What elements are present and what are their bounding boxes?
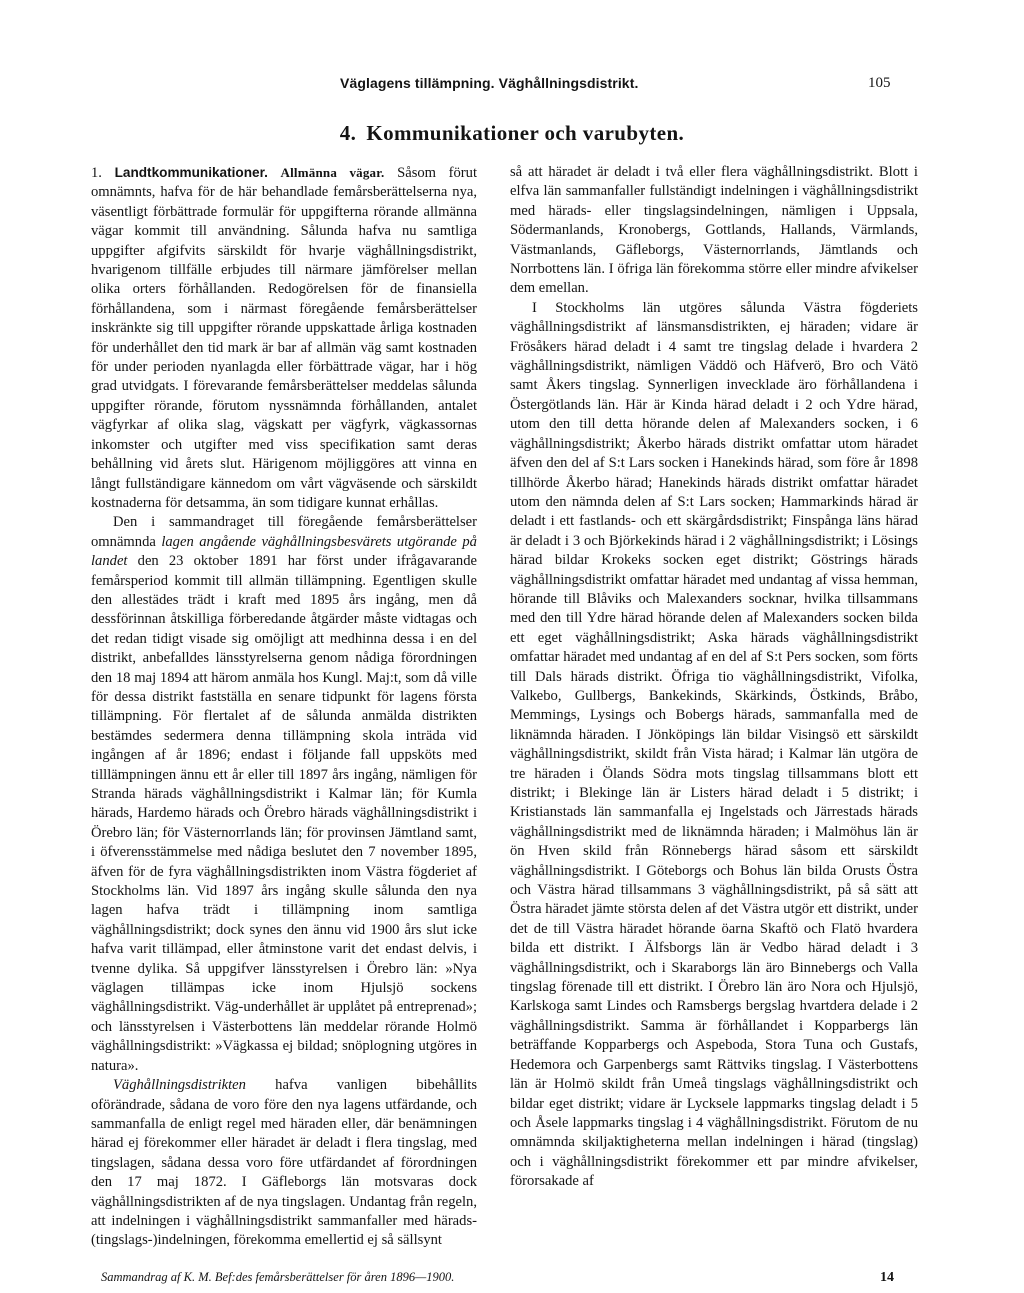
right-column [510,163,918,1192]
subsubsection-heading: Allmänna vägar. [280,165,385,180]
emphasized-term: Väghållningsdistrikten [113,1077,246,1094]
left-column [91,163,477,1251]
section-heading [0,121,1024,146]
page-number: 105 [868,75,891,91]
section-title: Kommunikationer och varubyten. [366,121,685,145]
section-number: 4. [339,121,357,145]
paragraph-text: den 23 oktober 1891 har först under ifrågavarande femårsperiod kommit till allmän tillämpning. Egentligen skulle den allestädes trädt i kraft med 1895 års ingång, men då dessförinnan åtskilliga förberedande åtgärder måste vidtagas och det redan tidigt visade sig omöjligt att medhinna dessa i en del distrikt, anbefalldes länsstyrelserna genom nådiga förordningen den 18 maj 1894 att härom anmäla hos Kungl. Maj:t, som då ville för dessa distrikt fastställa en senare tidpunkt för lagens första tillämpning. För flertalet af de sålunda anmälda distrikten bestämdes sedermera denna tillämpning skola inträda vid ingången af år 1896; endast i följande fall uppsköts med tilllämpningen ännu ett år eller till 1897 års ingång, nämligen för Stranda härads väghållningsdistrikt i Kalmar län; för Kumla härads, Hardemo härads och Örebro härads väghållningsdistrikt i Örebro län; för Västernorrlands län; för provinsen Jämtland samt, i öfverensstämmelse med nådiga beslutet den 7 november 1895, äfven för de fyra väghållningsdistrikten inom Västra fögderiet af Stockholms län. Vid 1897 års ingång skulle sålunda den nya lagen hafva trädt i tillämpning inom samtliga väghållningsdistrikt; dock synes den ännu vid 1900 års slut icke hafva varit tillämpad, eller åtminstone varit det endast delvis, i tvenne dylika. Så uppgifver länsstyrelsen i Örebro län: »Nya väglagen tillämpas icke inom Hjulsjö sockens väghållningsdistrikt. Väg-underhållet är upplåtet på entreprenad»; och länsstyrelsen i Västerbottens län meddelar rörande Holmö väghållningsdistrikt: »Vägkassa ej bildad; snöplogning utgöres in natura». [91,553,477,1074]
paragraph [91,1076,477,1251]
paragraph [91,163,477,513]
paragraph-text: Såsom förut omnämnts, hafva för de här behandlade femårsberättelserna nya, väsentligt förbättrade formulär för uppgifterna rörande allmänna vägar kommit till användning. Sålunda hafva nu samtliga uppgifter afgifvits särskildt för hvarje väghållningsdistrikt, hvarigenom tillfälle erbjudes till närmare jämförelser mellan olika orters förhållanden. Redogörelsen för de finansiella förhållandena, som i närmast föregående femårsberättelser inskränkte sig till uppgifter rörande uppskattade årliga kostnaden för underhållet den tid mark är bar af allmän väg samt kostnaden för under perioden nyanlagda eller förbättrade vägar, har i hög grad utvidgats. I förevarande femårsberättelser meddelas sålunda uppgifter rörande, förutom nyssnämnda förhållanden, antalet vägfyrkar af olika slag, vägskatt per vägfyrk, vägkassornas inkomster och utgifter med viss specifikation samt deras behållning vid årets slut. Härigenom möjliggöres att vinna en långt fullständigare kännedom om vårt vägväsende och särskildt kostnaderna för detsamma, än som tidigare kunnat erhållas. [91,165,478,511]
paragraph [91,513,477,1076]
subsection-number: 1. [91,165,102,181]
paragraph-text: hafva vanligen bibehållits oförändrade, sådana de voro före den nya lagens utfärdande, och sammanfalla de enligt regel med häraden eller, där benämningen härad ej förekommer eller häradet är deladt i flera tingslag, med tingslagen, sådana dessa voro före utfärdandet af förordningen den 17 maj 1872. I Gäfleborgs län motsvaras dock väghållningsdistrikten af de nya tingslagen. Undantag från regeln, att indelningen i väghållningsdistrikt sammanfaller med härads-(tingslags-)indelningen, förekomma emellertid ej så sällsynt [91,1077,477,1249]
running-title: Väglagens tillämpning. Väghållningsdistrikt. [340,75,639,91]
subsection-heading: Landtkommunikationer. [114,165,268,180]
paragraph: I Stockholms län utgöres sålunda Västra fögderiets väghållningsdistrikt af länsmansdistrikten, ej häraden; vidare är Frösåkers härad deladt i 4 samt tre tingslag delade i hvardera 2 väghållningsdistrikt, nämligen Väddö och Häfverö, Bro och Vätö samt Åkers tingslag. Synnerligen invecklade äro förhållandena i Östergötlands län. Här är Kinda härad deladt i 2 och Ydre härad, utom den till detta hörande delen af Malexanders socken, i 6 väghållningsdistrikt; Åkerbo härads distrikt omfattar utom häradet äfven den del af S:t Lars socken i Hanekinds härad, som före år 1898 tillhörde Åkerbo härad; Hanekinds härads distrikt omfattar häradet utom den nämnda delen af S:t Lars socken; Hammarkinds härad är deladt i ett fastlands- och ett skärgårdsdistrikt; Finspånga läns härad är deladt i 3 och Björkekinds härad i 2 väghållningsdistrikt; i Lösings härad bildar Krokeks socken eget distrikt; Göstrings härads väghållningsdistrikt omfattar häradet med undantag af vissa hemman, hörande till Blåviks och Malexanders socknar, hvilka tillsammans med den till Ydre härad hörande delen af Malexanders socken bilda ett eget väghållningsdistrikt; Aska härads väghållningsdistrikt omfattar häradet med undantag af en del af S:t Pers socken, som förts till Dals härads distrikt. Öfriga tio väghållningsdistrikt, Vifolka, Valkebo, Gullbergs, Bankekinds, Skärkinds, Östkinds, Bråbo, Memmings, Lysings och Bobergs härads, sammanfalla med de liknämnda häraden. I Jönköpings län bildar Visingsö ett särskildt väghållningsdistrikt, skildt från Vista härad; i Kalmar län utgöra de tre häraden i Ölands Södra mots tingslag tillsammans blott ett distrikt; i Blekinge län är Listers härad deladt i 5 distrikt; i Kristianstads län sammanfalla ej Ingelstads och Järrestads härads väghållningsdistrikt med de liknämnda häraden; i Malmöhus län är ön Hven skild från Rönnebergs härad såsom ett särskildt väghållningsdistrikt. I Göteborgs och Bohus län bilda Orusts Östra och Västra härad tillsammans 3 väghållningsdistrikt, på så sätt att Östra häradet jämte största delen af det Västra utgör ett distrikt, under det de till Västra häradet hörande öarna Skaftö och Flatö hvardera bilda ett distrikt. I Älfsborgs län är Vedbo härad deladt i 3 väghållningsdistrikt, och i Skaraborgs län äro Binnebergs och Valla tingslag förenade till ett distrikt. I Örebro län äro Nora och Hjulsjö, Karlskoga samt Lindes och Ramsbergs bergslag hvartdera delade i 2 väghållningsdistrikt. Samma är förhållandet i Kopparbergs län beträffande Kopparbergs och Aspeboda, Stora Tuna och Gustafs, Hedemora och Garpenbergs samt Rättviks tingslag. I Västerbottens län är Holmö skildt från Umeå tingslags väghållningsdistrikt och bildar eget distrikt; vidare är Lycksele lappmarks tingslag deladt i 5 och Åsele lappmarks tingslag i 4 väghållningsdistrikt. Förutom de nu omnämnda skiljaktigheterna mellan indelningen i härad (tingslag) och i väghållningsdistrikt förekommer ett par mindre afvikelser, förorsakade af [510,299,918,1190]
paragraph: så att häradet är deladt i två eller flera väghållningsdistrikt. Blott i elfva län sammanfaller fullständigt indelningen i väghållningsdistrikt med härads- eller tingslagsindelningen, nämligen i Uppsala, Södermanlands, Kronobergs, Gottlands, Hallands, Värmlands, Västmanlands, Gäfleborgs, Västernorrlands, Jämtlands och Norrbottens län. I öfriga län förekomma större eller mindre afvikelser dem emellan. [510,164,918,297]
paragraph-text: Den i sammandraget till föregående femårsberättelser omnämnda [91,514,477,550]
footer-note: Sammandrag af K. M. Bef:des femårsberättelser för åren 1896—1900. [101,1270,455,1284]
law-title: lagen angående väghållningsbesvärets utgörande på landet [91,533,477,570]
signature-mark: 14 [880,1270,894,1285]
